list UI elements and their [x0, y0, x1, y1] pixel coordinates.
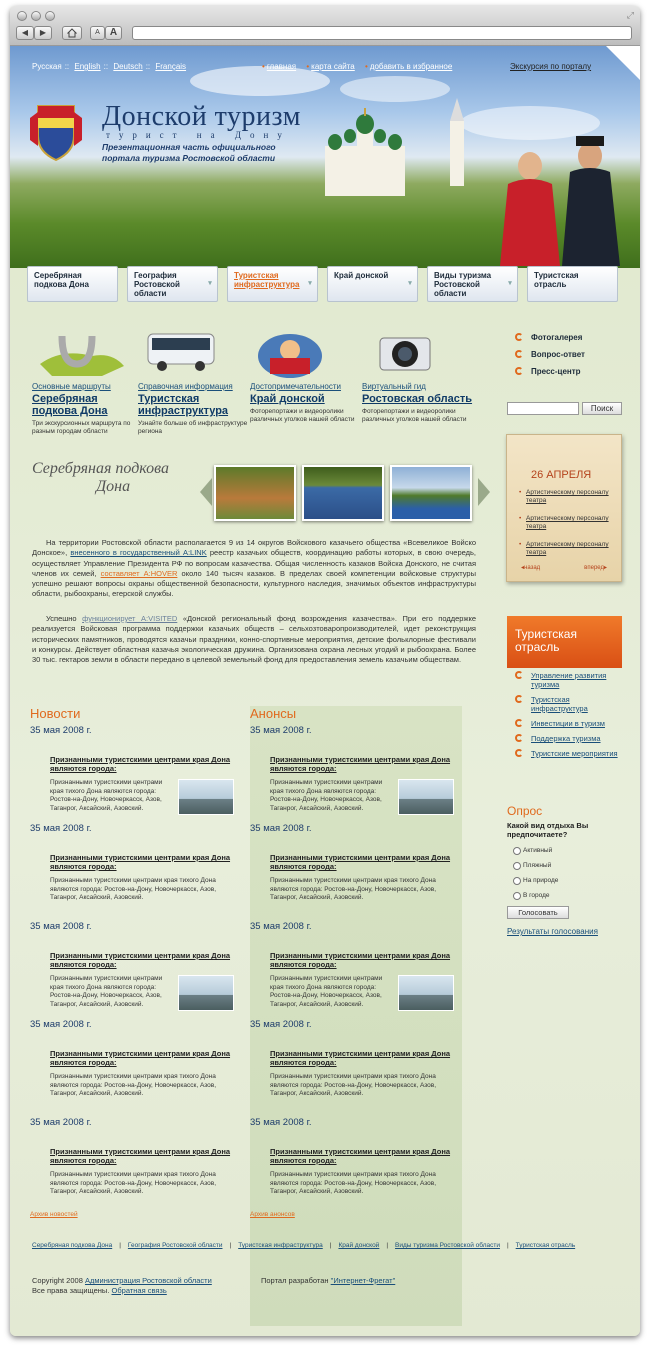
- lang-separator: ::: [103, 62, 109, 71]
- paragraph-text: «Донской региональный фонд возрождения казачества». При его поддержке реализуется Войсковая программа поддержки казачьих обществ – сельхозтоваропроизводителей, идет реконструкция исторических памятников, проводятся казачьи праздники, конно-спортивные мероприятия, детские фольклорные фестивали и конкурсы. Действует областная казачья экологическая дружина. Организована охрана лесных угодий и рыбоохрана. Более 30 тыс. гектаров земли в области передано в целевой земельный фонд для предоставления земель казачьим обществам.: [32, 614, 476, 665]
- cloud-decoration: [340, 76, 450, 102]
- feature-title[interactable]: Серебряная подкова Дона: [32, 393, 108, 417]
- footer-separator: |: [119, 1242, 121, 1249]
- footer-link[interactable]: Виды туризма Ростовской области: [395, 1242, 500, 1249]
- announces-heading: Анонсы: [250, 706, 297, 721]
- coat-of-arms-logo: [28, 98, 84, 162]
- news-headline[interactable]: Признанными туристскими центрами края Дона являются города:: [50, 853, 231, 871]
- vote-button[interactable]: Голосовать: [507, 906, 569, 919]
- tab-tourism-industry[interactable]: [527, 266, 618, 302]
- calendar-event[interactable]: • Артистическому персоналу театра: [519, 541, 619, 557]
- bullet-orb-icon: [515, 734, 523, 742]
- top-links: [262, 62, 460, 71]
- announce-item: [250, 725, 462, 819]
- feature-infrastructure: [138, 326, 250, 436]
- feature-routes: [32, 326, 144, 436]
- header-banner: [10, 46, 640, 268]
- footer-separator: |: [229, 1242, 232, 1249]
- tourism-link[interactable]: [515, 671, 627, 689]
- announce-headline[interactable]: Признанными туристскими центрами края Дона являются города:: [270, 951, 451, 969]
- chevron-down-icon[interactable]: ▾: [308, 280, 312, 287]
- news-headline[interactable]: Признанными туристскими центрами края Дона являются города:: [50, 951, 231, 969]
- announce-thumbnail[interactable]: [398, 975, 454, 1011]
- tourism-links: [515, 671, 627, 764]
- camera-image[interactable]: [362, 326, 474, 380]
- lang-german[interactable]: Deutsch: [113, 62, 143, 71]
- news-date: 35 мая 2008 г.: [30, 921, 92, 932]
- announce-headline[interactable]: Признанными туристскими центрами края Дона являются города:: [270, 853, 451, 871]
- tab-don-region[interactable]: [327, 266, 418, 302]
- paragraph-text: реестр казачьих обществ, координацию работы которых, в свою очередь, осуществляет Управление Президента РФ по вопросам казачества. Общая численность казаков Войска Донского, не считая членов их семей,: [32, 548, 476, 578]
- calendar-date: 26 АПРЕЛЯ: [531, 469, 592, 481]
- tourism-link-label: Управление развития туризма: [531, 671, 607, 689]
- feature-desc: Узнайте больше об инфраструктуре региона: [138, 420, 248, 435]
- site-subtitle: турист на Дону: [106, 130, 291, 140]
- chevron-down-icon[interactable]: ▾: [508, 280, 512, 287]
- language-switcher: [32, 62, 189, 71]
- news-archive-link[interactable]: Архив новостей: [30, 1211, 78, 1218]
- feedback-link[interactable]: Обратная связь: [111, 1286, 167, 1295]
- sidebar-label: Вопрос-ответ: [531, 350, 585, 359]
- tourism-link[interactable]: [515, 749, 627, 758]
- bullet-orb-icon: [515, 719, 523, 727]
- bullet-orb-icon: [515, 333, 523, 341]
- footer-link[interactable]: Серебряная подкова Дона: [32, 1242, 113, 1249]
- tourism-link[interactable]: [515, 719, 627, 728]
- news-text: Признанными туристскими центрами края тихого Дона являются города: Ростов-на-Дону, Новочеркасск, Азов, Таганрог, Аксайский, Азовский.: [50, 877, 217, 902]
- calendar-events: [519, 489, 619, 567]
- news-item: [30, 1117, 242, 1211]
- copyright-text: Copyright 2008: [32, 1276, 83, 1285]
- tourism-link-label: Поддержка туризма: [531, 734, 601, 743]
- poll-results-link[interactable]: Результаты голосования: [507, 927, 598, 936]
- news-date: 35 мая 2008 г.: [30, 1019, 92, 1030]
- browser-toolbar: [10, 6, 640, 46]
- bullet-orb-icon: [515, 749, 523, 757]
- bullet-icon: •: [365, 62, 368, 71]
- poll-widget: [507, 804, 625, 936]
- bullet-icon: •: [306, 62, 310, 71]
- feature-desc: Фоторепортажи и видеоролики различных уголков нашей области: [362, 408, 467, 423]
- address-bar[interactable]: [132, 26, 632, 40]
- events-calendar: [506, 434, 622, 582]
- home-icon: [67, 28, 77, 38]
- couple-image: [470, 126, 640, 266]
- bullet-orb-icon: [515, 695, 523, 703]
- back-arrow-icon: ◀: [21, 28, 29, 37]
- count-link[interactable]: составляет A:HOVER: [100, 568, 178, 578]
- developer-text: Портал разработан: [261, 1276, 329, 1285]
- news-headline[interactable]: Признанными туристскими центрами края Дона являются города:: [50, 755, 231, 773]
- announce-text: Признанными туристскими центрами края тихого Дона являются города: Ростов-на-Дону, Новочеркасск, Азов, Таганрог, Аксайский, Азовский.: [270, 1171, 437, 1196]
- developer-credit: [261, 1276, 395, 1285]
- tourism-link-label: Инвестиции в туризм: [531, 719, 605, 728]
- news-item: [30, 921, 242, 1015]
- add-favorites-link[interactable]: добавить в избранное: [369, 62, 453, 71]
- slider-prev-arrow[interactable]: [200, 478, 212, 506]
- tab-label: Туристская отрасль: [534, 271, 579, 289]
- text-larger-label: A: [109, 27, 118, 38]
- feature-virtual-guide: [362, 326, 474, 424]
- news-date: 35 мая 2008 г.: [30, 725, 92, 736]
- tourism-industry-banner[interactable]: Туристская отрасль: [507, 616, 622, 668]
- announces-archive-link[interactable]: Архив анонсов: [250, 1211, 295, 1218]
- home-link[interactable]: главная: [266, 62, 297, 71]
- news-text: Признанными туристскими центрами края тихого Дона являются города: Ростов-на-Дону, Новочеркасск, Азов, Таганрог, Аксайский, Азовский.: [50, 779, 163, 812]
- bus-image[interactable]: [138, 326, 250, 380]
- chevron-down-icon[interactable]: ▾: [208, 280, 212, 287]
- feature-title[interactable]: Край донской: [250, 393, 325, 405]
- sidebar-label: Пресс-центр: [531, 367, 581, 376]
- copyright: [32, 1276, 212, 1296]
- announce-headline[interactable]: Признанными туристскими центрами края Дона являются города:: [270, 755, 451, 773]
- news-text: Признанными туристскими центрами края тихого Дона являются города: Ростов-на-Дону, Новочеркасск, Азов, Таганрог, Аксайский, Азовский.: [50, 975, 163, 1008]
- forward-arrow-icon: ▶: [39, 28, 47, 37]
- back-button[interactable]: [16, 26, 34, 40]
- sidebar-links: [515, 333, 625, 384]
- announce-item: [250, 1117, 462, 1211]
- poll-option-radio[interactable]: В городе: [523, 892, 625, 899]
- news-text: Признанными туристскими центрами края тихого Дона являются города: Ростов-на-Дону, Новочеркасск, Азов, Таганрог, Аксайский, Азовский.: [50, 1073, 217, 1098]
- tourism-link-label: Туристские мероприятия: [531, 749, 618, 758]
- footer-nav: [32, 1242, 632, 1249]
- tab-label: Туристская инфраструктура: [234, 271, 300, 289]
- footer-link[interactable]: Край донской: [338, 1242, 380, 1249]
- calendar-event[interactable]: • Артистическому персоналу театра: [519, 515, 619, 531]
- feature-title[interactable]: Ростовская область: [362, 393, 473, 405]
- search-button[interactable]: Поиск: [582, 402, 622, 415]
- lang-french[interactable]: Français: [155, 62, 187, 71]
- paragraph-text: около 140 тысяч казаков. В пределах своей компетенции войсковые структуры успешно решают вопросы охраны общественной безопасности, культурного наследия, значимых объектов инфраструктуры области, рыбоохраны, егерской службы.: [32, 568, 476, 599]
- paragraph-text: На территории Ростовской области располагается 9 из 14 округов Войскового казачьего общества «Всевеликое Войско Донское»,: [32, 538, 476, 558]
- lang-separator: ::: [145, 62, 151, 71]
- tab-label: Серебряная подкова Дона: [34, 271, 89, 289]
- tab-infrastructure[interactable]: [227, 266, 318, 302]
- footer-separator: |: [386, 1242, 389, 1249]
- bell-tower-image: [442, 96, 472, 186]
- minimize-window-button[interactable]: [31, 11, 41, 21]
- sidebar-label: Фотогалерея: [531, 333, 583, 342]
- slider-next-arrow[interactable]: [478, 478, 490, 506]
- tab-tourism-types[interactable]: [427, 266, 518, 302]
- poll-heading: Опрос: [507, 804, 543, 818]
- sidebar-item-faq[interactable]: [515, 350, 625, 359]
- zoom-window-button[interactable]: [45, 11, 55, 21]
- announce-item: [250, 921, 462, 1015]
- announce-thumbnail[interactable]: [398, 779, 454, 815]
- page-curl-corner[interactable]: [606, 46, 640, 80]
- announce-date: 35 мая 2008 г.: [250, 921, 312, 932]
- feature-category[interactable]: Виртуальный гид: [362, 382, 426, 391]
- page-content: [10, 46, 640, 1336]
- thumbnail-deer[interactable]: [214, 465, 296, 521]
- feature-desc: Фоторепортажи и видеоролики различных уголков нашей области: [250, 408, 355, 423]
- thumbnail-lake[interactable]: [390, 465, 472, 521]
- bullet-orb-icon: [515, 367, 523, 375]
- tab-label: Виды туризма Ростовской области: [434, 271, 492, 298]
- tourism-link-label: Туристская инфраструктура: [531, 695, 588, 713]
- site-title[interactable]: Донской туризм: [102, 101, 301, 132]
- tourism-link[interactable]: [515, 734, 627, 743]
- news-heading: Новости: [30, 706, 81, 721]
- tab-silver-horseshoe[interactable]: [27, 266, 118, 302]
- souvenirs-image[interactable]: [250, 326, 362, 380]
- poll-option-radio[interactable]: Активный: [523, 847, 625, 854]
- feature-category[interactable]: Справочная информация: [138, 382, 233, 391]
- tab-geography[interactable]: [127, 266, 218, 302]
- footer-separator: |: [506, 1242, 509, 1249]
- feature-sights: [250, 326, 362, 424]
- paragraph-text: Успешно: [46, 614, 83, 623]
- paragraph-foundation: [32, 614, 476, 665]
- announce-text: Признанными туристскими центрами края тихого Дона являются города: Ростов-на-Дону, Новочеркасск, Азов, Таганрог, Аксайский, Азовский.: [270, 779, 383, 812]
- horseshoe-image[interactable]: [32, 326, 144, 380]
- announces-column: [250, 706, 462, 1326]
- lang-russian[interactable]: Русская: [32, 62, 62, 71]
- news-thumbnail[interactable]: [178, 779, 234, 815]
- announce-date: 35 мая 2008 г.: [250, 823, 312, 834]
- announce-text: Признанными туристскими центрами края тихого Дона являются города: Ростов-на-Дону, Новочеркасск, Азов, Таганрог, Аксайский, Азовский.: [270, 877, 437, 902]
- signature-line-2: Дона: [96, 478, 131, 495]
- text-smaller-label: A: [95, 29, 100, 36]
- bullet-orb-icon: [515, 671, 523, 679]
- lang-english[interactable]: English: [74, 62, 101, 71]
- tourism-link[interactable]: [515, 695, 627, 713]
- news-thumbnail[interactable]: [178, 975, 234, 1011]
- horseshoe-signature-logo: [32, 460, 169, 496]
- administration-link[interactable]: Администрация Ростовской области: [84, 1276, 212, 1285]
- feature-desc: Три экскурсионных маршрута по разным городам области: [32, 420, 131, 435]
- announce-item: [250, 823, 462, 917]
- footer-link[interactable]: Туристская инфраструктура: [238, 1242, 323, 1249]
- signature-line-1: Серебряная подкова: [32, 460, 170, 477]
- chevron-down-icon[interactable]: ▾: [408, 280, 412, 287]
- portal-tour-link[interactable]: Экскурсия по порталу: [510, 62, 592, 71]
- announce-item: [250, 1019, 462, 1113]
- feature-category[interactable]: Достопримечательности: [250, 382, 341, 391]
- announce-headline[interactable]: Признанными туристскими центрами края Дона являются города:: [270, 1147, 451, 1165]
- feature-title[interactable]: Туристская инфраструктура: [138, 393, 229, 417]
- announce-date: 35 мая 2008 г.: [250, 1117, 312, 1128]
- close-window-button[interactable]: [17, 11, 27, 21]
- poll-option-radio[interactable]: На природе: [523, 877, 625, 884]
- news-date: 35 мая 2008 г.: [30, 823, 92, 834]
- thumbnail-river[interactable]: [302, 465, 384, 521]
- browser-window: [10, 6, 640, 1336]
- text-smaller-button[interactable]: [90, 26, 105, 40]
- tab-label: География Ростовской области: [134, 271, 180, 298]
- forward-button[interactable]: [34, 26, 52, 40]
- news-item: [30, 725, 242, 819]
- bullet-icon: •: [262, 62, 265, 71]
- resize-icon[interactable]: ⤢: [626, 10, 634, 20]
- news-item: [30, 823, 242, 917]
- rights-text: Все права защищены.: [32, 1286, 110, 1295]
- news-date: 35 мая 2008 г.: [30, 1117, 92, 1128]
- calendar-forward-link[interactable]: вперед▸: [584, 565, 607, 571]
- site-tagline: Презентационная часть официального портала туризма Ростовской области: [102, 142, 276, 163]
- lang-separator: ::: [64, 62, 70, 71]
- announce-date: 35 мая 2008 г.: [250, 725, 312, 736]
- news-headline[interactable]: Признанными туристскими центрами края Дона являются города:: [50, 1049, 231, 1067]
- registry-link[interactable]: внесенного в государственный A:LINK: [70, 548, 207, 558]
- footer-separator: |: [329, 1242, 332, 1249]
- calendar-back-link[interactable]: ◂назад: [521, 565, 541, 571]
- news-text: Признанными туристскими центрами края тихого Дона являются города: Ростов-на-Дону, Новочеркасск, Азов, Таганрог, Аксайский, Азовский.: [50, 1171, 217, 1196]
- text-larger-button[interactable]: [105, 26, 122, 40]
- search-input[interactable]: [507, 402, 579, 415]
- church-image: [305, 106, 425, 196]
- sidebar-item-press[interactable]: [515, 367, 625, 376]
- silver-horseshoe-banner: [32, 456, 492, 526]
- footer-link[interactable]: География Ростовской области: [127, 1242, 223, 1249]
- announce-text: Признанными туристскими центрами края тихого Дона являются города: Ростов-на-Дону, Новочеркасск, Азов, Таганрог, Аксайский, Азовский.: [270, 1073, 437, 1098]
- sitemap-link[interactable]: карта сайта: [311, 62, 355, 71]
- feature-category[interactable]: Основные маршруты: [32, 382, 111, 391]
- news-column: [30, 706, 242, 1218]
- poll-option-radio[interactable]: Пляжный: [523, 862, 625, 869]
- news-headline[interactable]: Признанными туристскими центрами края Дона являются города:: [50, 1147, 231, 1165]
- main-tabs: [27, 266, 622, 302]
- home-button[interactable]: [62, 26, 82, 40]
- poll-question: Какой вид отдыха Вы предпочитаете?: [507, 821, 589, 839]
- bullet-orb-icon: [515, 350, 523, 358]
- announce-date: 35 мая 2008 г.: [250, 1019, 312, 1030]
- foundation-link[interactable]: функционирует A:VISITED: [82, 614, 178, 623]
- paragraph-cossacks: [32, 538, 476, 600]
- developer-link[interactable]: "Интернет-Фрегат": [330, 1276, 396, 1285]
- news-item: [30, 1019, 242, 1113]
- announce-headline[interactable]: Признанными туристскими центрами края Дона являются города:: [270, 1049, 451, 1067]
- calendar-event[interactable]: • Артистическому персоналу театра: [519, 489, 619, 505]
- announce-text: Признанными туристскими центрами края тихого Дона являются города: Ростов-на-Дону, Новочеркасск, Азов, Таганрог, Аксайский, Азовский.: [270, 975, 383, 1008]
- tab-label: Край донской: [334, 271, 389, 280]
- footer-link[interactable]: Туристская отрасль: [515, 1242, 576, 1249]
- sidebar-item-photogallery[interactable]: [515, 333, 625, 342]
